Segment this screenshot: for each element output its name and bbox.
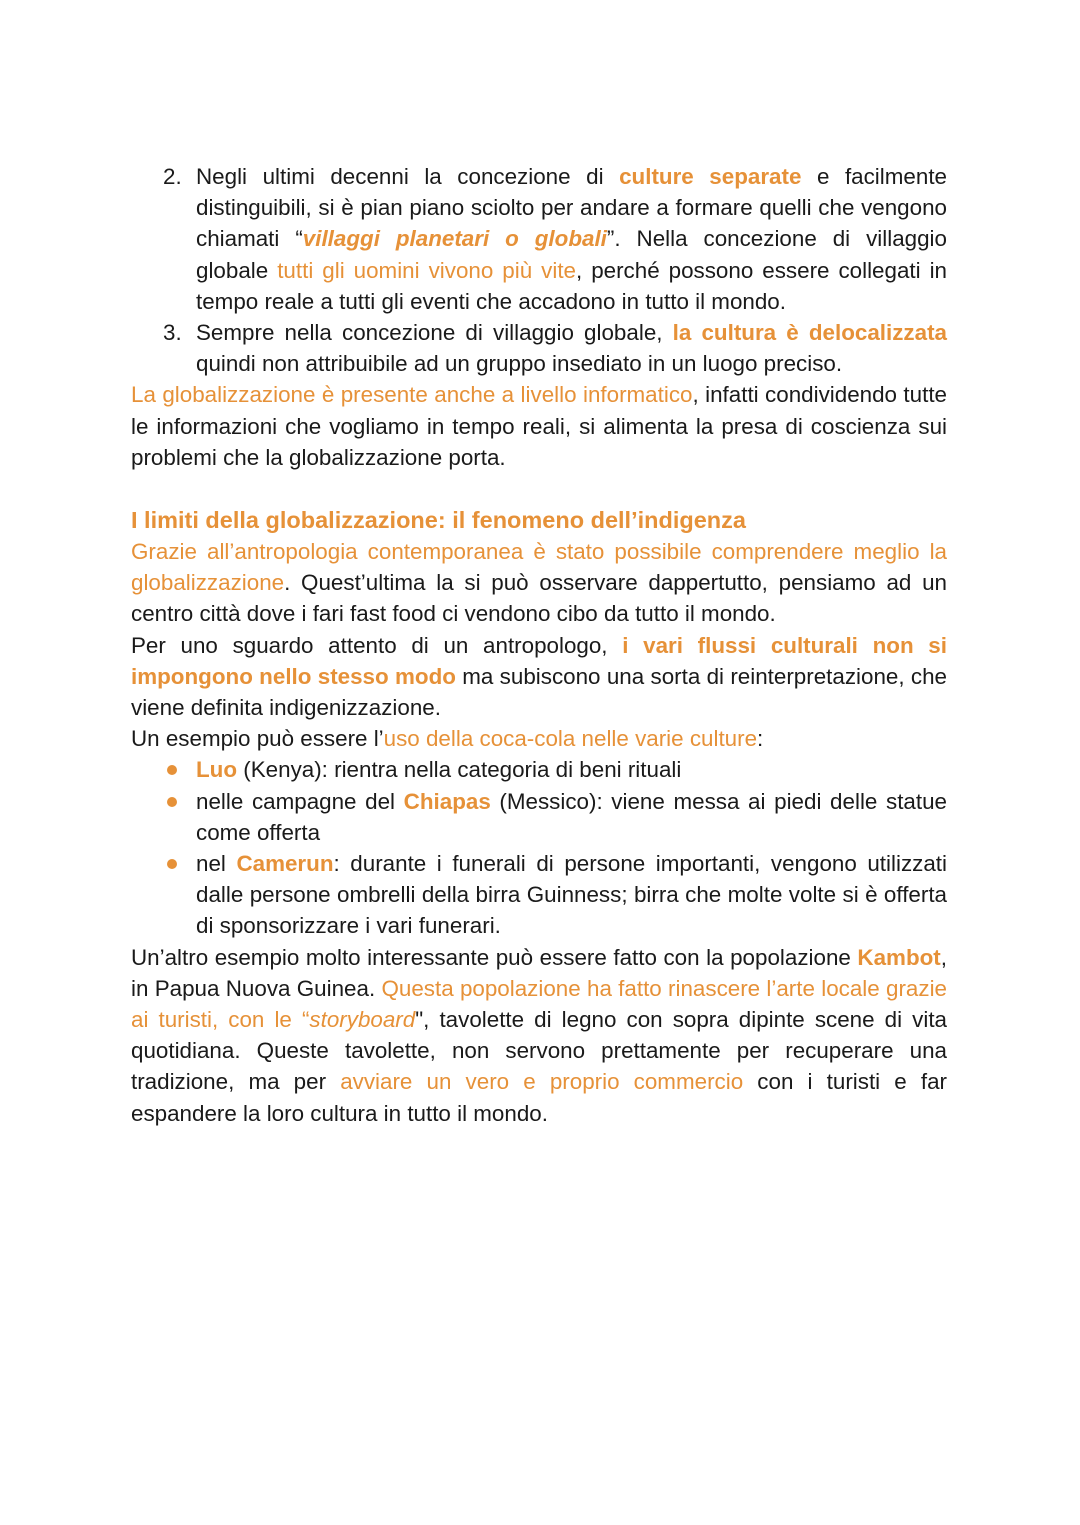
text-run: : xyxy=(757,726,764,752)
text-run: Un’altro esempio molto interessante può essere fatto con la popolazione xyxy=(131,944,858,970)
list-item-text xyxy=(196,320,947,376)
highlighted-text: uso della coca-cola nelle varie culture xyxy=(383,726,758,752)
list-item xyxy=(163,161,948,317)
text-run: Per uno sguardo attento di un antropologo, xyxy=(131,632,623,658)
paragraph-kambot xyxy=(131,942,947,1129)
bullet-dot xyxy=(167,859,177,869)
section-heading: I limiti della globalizzazione: il fenomeno dell’indigenza xyxy=(131,507,746,534)
paragraph-informatics xyxy=(131,379,947,473)
paragraph-indigenization xyxy=(131,630,947,724)
bullet-dot xyxy=(167,765,177,775)
list-item xyxy=(196,754,947,785)
text-run: quindi non attribuibile ad un gruppo insediato in un luogo preciso. xyxy=(196,351,843,377)
highlighted-text: la cultura è delocalizzata xyxy=(672,320,947,346)
list-item-text xyxy=(196,851,947,938)
text-run: ”. Nella concezione di villaggio globale xyxy=(196,226,947,283)
text-run: , infatti condividendo tutte le informazioni che vogliamo in tempo reali, si alimenta la presa di coscienza sui problemi che la globalizzazione porta. xyxy=(131,382,947,470)
highlighted-text: villaggi planetari o globali xyxy=(302,226,607,252)
highlighted-text: Grazie all’antropologia contemporanea è stato possibile comprendere meglio la globalizzazione xyxy=(131,539,947,596)
list-item xyxy=(196,786,947,848)
bullet-dot xyxy=(167,797,177,807)
list-item-text xyxy=(196,164,947,314)
highlighted-text: tutti gli uomini vivono più vite xyxy=(277,257,576,283)
paragraph-anthropology xyxy=(131,536,947,630)
text-run: , in Papua Nuova Guinea. xyxy=(131,944,947,1001)
highlighted-text: La globalizzazione è presente anche a livello informatico xyxy=(131,382,693,408)
text-run: ", tavolette di legno con sopra dipinte scene di vita quotidiana. Queste tavolette, non servono prettamente per recuperare una tradizione, ma per xyxy=(131,1007,947,1095)
list-item-text xyxy=(196,789,947,845)
text-run: nelle campagne del xyxy=(196,788,404,814)
highlighted-text: i vari flussi culturali non si impongono nello stesso modo xyxy=(131,632,947,689)
text-run: con i turisti e far espandere la loro cultura in tutto il mondo. xyxy=(131,1069,947,1126)
highlighted-text: Camerun xyxy=(236,851,334,877)
text-run: e facilmente distinguibili, si è pian piano sciolto per andare a formare quelli che vengono chiamati “ xyxy=(196,164,947,252)
highlighted-text: avviare un vero e proprio commercio xyxy=(340,1069,744,1095)
highlighted-text: Chiapas xyxy=(403,788,491,814)
text-run: ma subiscono una sorta di reinterpretazione, che viene definita indigenizzazione. xyxy=(131,663,947,721)
list-marker: 2. xyxy=(163,164,182,189)
list-item xyxy=(163,317,947,379)
highlighted-text: storyboard xyxy=(309,1007,416,1033)
text-run: nel xyxy=(196,851,237,877)
list-item-text xyxy=(196,757,681,782)
numbered-list xyxy=(131,161,947,379)
highlighted-text: Kambot xyxy=(857,944,941,970)
text-run: : durante i funerali di persone importanti, vengono utilizzati dalle persone ombrelli della birra Guinness; birra che molte volte si è offerta di sponsorizzare i vari funerari. xyxy=(196,851,947,939)
list-item xyxy=(196,848,947,942)
text-run: , perché possono essere collegati in tempo reale a tutti gli eventi che accadono in tutto il mondo. xyxy=(196,257,948,314)
text-run: . Quest’ultima la si può osservare dappertutto, pensiamo ad un centro città dove i fari fast food ci vendono cibo da tutto il mondo. xyxy=(131,570,947,627)
text-run: Un esempio può essere l’ xyxy=(131,726,384,752)
text-run: (Kenya): rientra nella categoria di beni rituali xyxy=(237,757,682,783)
text-run: Sempre nella concezione di villaggio globale, xyxy=(196,320,673,346)
list-marker: 3. xyxy=(163,320,182,346)
paragraph-coca-cola xyxy=(131,723,947,754)
highlighted-text: Luo xyxy=(196,757,238,783)
highlighted-text: culture separate xyxy=(619,164,802,189)
bullet-list xyxy=(131,754,947,941)
text-run: Negli ultimi decenni la concezione di xyxy=(196,164,620,189)
highlighted-text: Questa popolazione ha fatto rinascere l’arte locale grazie ai turisti, con le “ xyxy=(131,975,947,1033)
text-run: (Messico): viene messa ai piedi delle statue come offerta xyxy=(196,788,947,845)
